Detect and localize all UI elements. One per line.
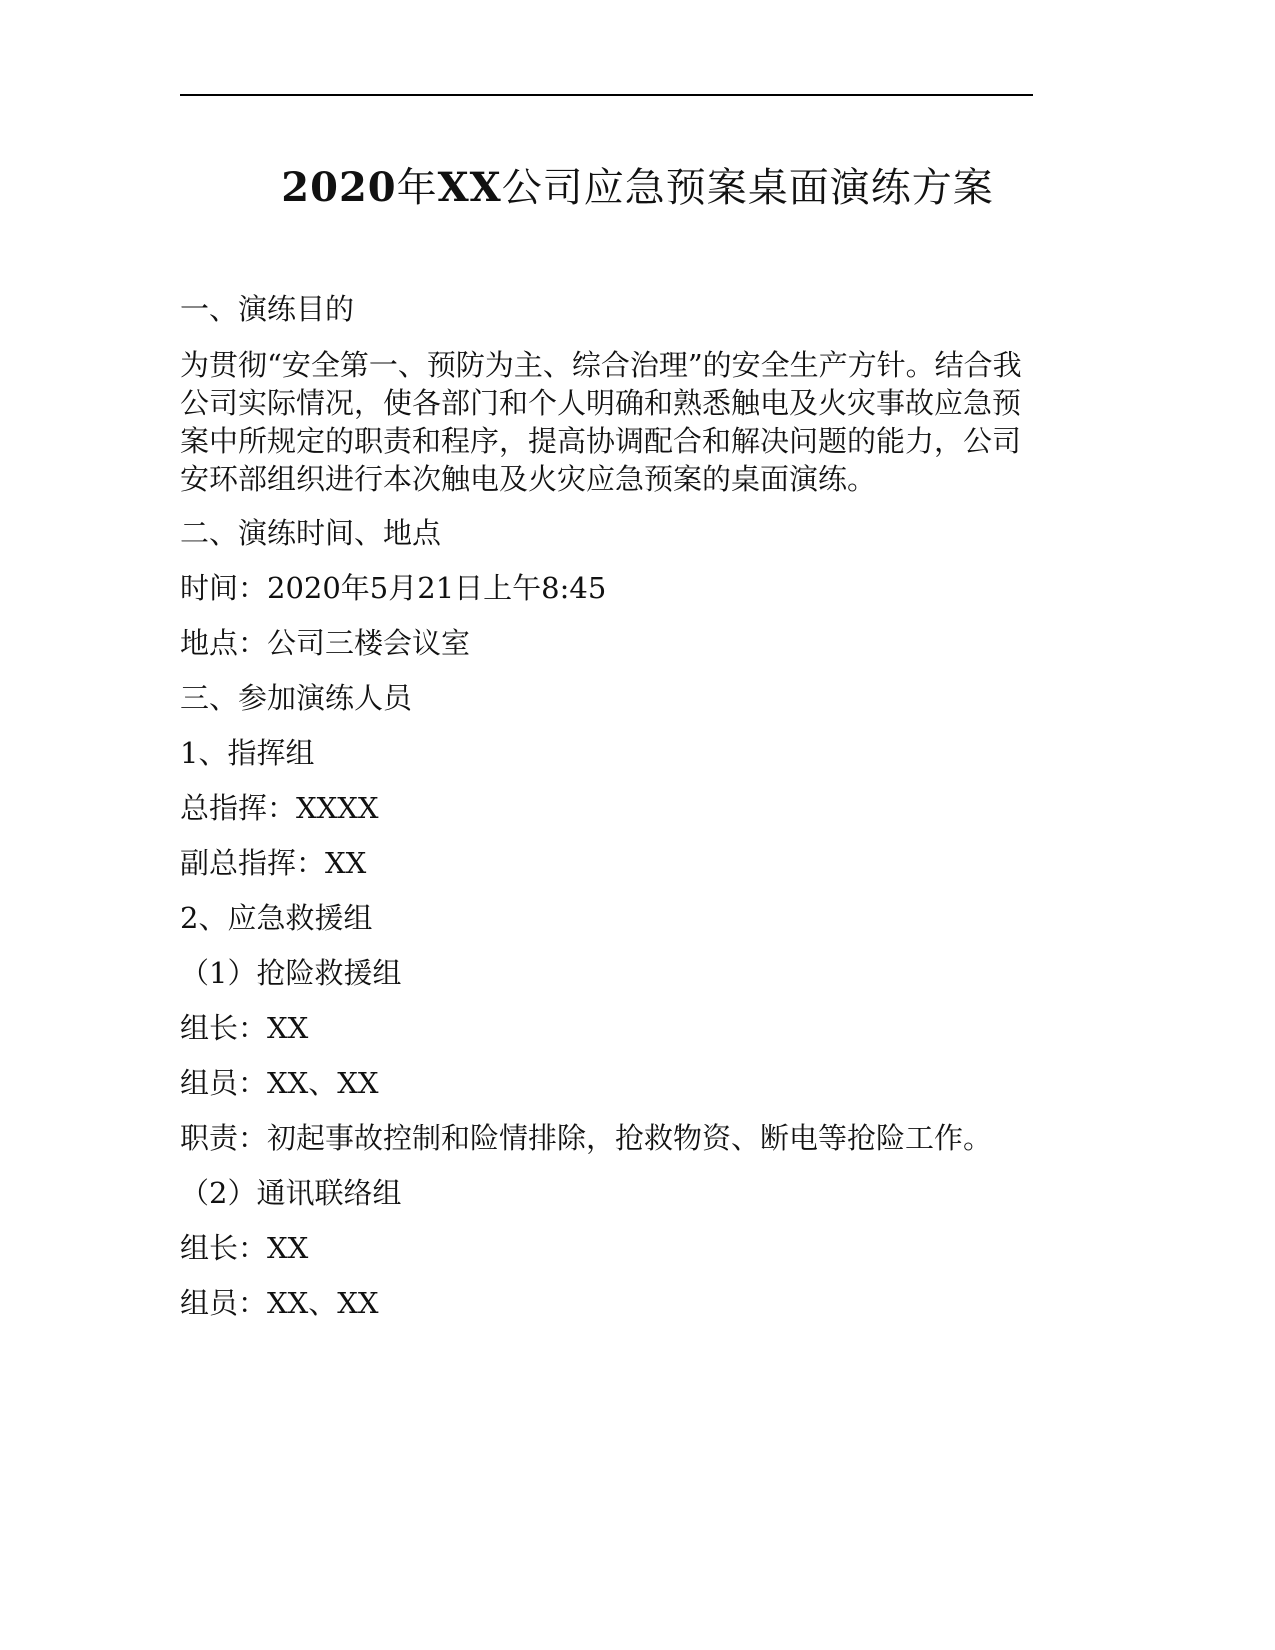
commander: 总指挥：XXXX [180,791,379,825]
document-title [0,158,1275,218]
title-company: XX [437,164,502,211]
drill-time: 时间：2020年5月21日上午8:45 [180,571,607,605]
rescue-team-members: 组员：XX、XX [180,1066,379,1100]
deputy-commander: 副总指挥：XX [180,846,367,880]
section-heading-time-place: 二、演练时间、地点 [180,516,442,550]
title-year: 2020 [281,164,397,211]
rescue-team-leader: 组长：XX [180,1011,309,1045]
comm-team-heading: （2）通讯联络组 [180,1176,402,1210]
title-main: 公司应急预案桌面演练方案 [501,165,994,211]
purpose-paragraph: 为贯彻“安全第一、预防为主、综合治理”的安全生产方针。结合我公司实际情况，使各部门和个人明确和熟悉触电及火灾事故应急预案中所规定的职责和程序，提高协调配合和解决问题的能力，公司安环部组织进行本次触电及火灾应急预案的桌面演练。 [180,348,1022,496]
rescue-team-duty: 职责：初起事故控制和险情排除，抢救物资、断电等抢险工作。 [180,1121,993,1155]
rescue-team-heading: （1）抢险救援组 [180,956,402,990]
drill-place: 地点：公司三楼会议室 [180,626,471,660]
comm-team-leader: 组长：XX [180,1231,309,1265]
section-heading-purpose: 一、演练目的 [180,292,355,326]
rescue-group-heading: 2、应急救援组 [180,901,373,935]
section-heading-personnel: 三、参加演练人员 [180,681,413,715]
comm-team-members: 组员：XX、XX [180,1286,379,1320]
header-rule [180,94,1033,96]
title-year-suffix: 年 [396,165,438,211]
document-body [180,282,1040,1331]
command-group-heading: 1、指挥组 [180,736,315,770]
